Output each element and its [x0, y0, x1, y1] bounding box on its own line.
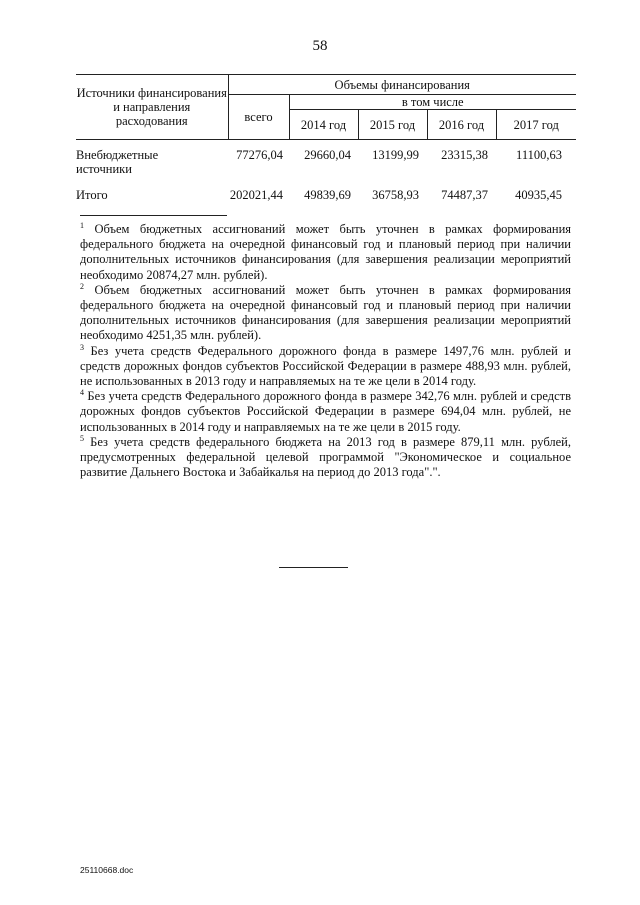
table-row [76, 184, 576, 206]
row-value: 36758,93 [372, 187, 419, 202]
footnote-mark: 1 [80, 220, 84, 230]
header-including: в том числе [289, 95, 576, 110]
footnotes [80, 222, 571, 480]
header-year: 2014 год [289, 110, 358, 140]
document-code: 25110668.doc [80, 865, 134, 875]
footnote-text: Объем бюджетных ассигнований может быть уточнен в рамках формирования федерального бюджета на очередной финансовый год и плановый период при наличии дополнительных источников финансирования (для завершения реализации мероприятий необходимо 4251,35 млн. рублей). [80, 282, 572, 343]
footnote-text: Без учета средств Федерального дорожного фонда в размере 1497,76 млн. рублей и средств дорожных фондов субъектов Российской Федерации в размере 488,93 млн. рублей, не использованных в 2013 году и направляемых на те же цели в 2014 году. [80, 343, 571, 389]
header-source: Источники финансирования и направления расходования [76, 75, 228, 140]
footnote-mark: 5 [80, 433, 84, 443]
footnote [80, 283, 571, 344]
table-row [76, 140, 576, 184]
row-value: 29660,04 [304, 148, 351, 162]
row-value: 40935,45 [515, 187, 562, 202]
row-value: 74487,37 [441, 187, 488, 202]
row-value: 13199,99 [372, 148, 419, 162]
row-total: 202021,44 [229, 187, 283, 202]
header-year: 2015 год [358, 110, 427, 140]
row-label: Внебюджетные источники [76, 148, 159, 176]
footnote-text: Без учета средств Федерального дорожного фонда в размере 342,76 млн. рублей и средств дорожных фондов субъектов Российской Федерации в размере 694,04 млн. рублей, не использованных в 2014 году и направляемых на те же цели в 2015 году. [80, 389, 571, 434]
footnote-mark: 3 [80, 342, 84, 352]
row-label: Итого [76, 187, 108, 202]
footnote-text: Без учета средств федерального бюджета на 2013 год в размере 879,11 млн. рублей, предусмотренных федеральной целевой программой "Экономическое и социальное развитие Дальнего Востока и Забайкалья на период до 2013 года".". [80, 434, 571, 480]
row-total: 77276,04 [236, 148, 283, 162]
footnote-separator [80, 215, 227, 216]
header-volumes: Объемы финансирования [228, 75, 576, 95]
row-value: 11100,63 [516, 148, 562, 162]
row-value: 49839,69 [304, 187, 351, 202]
header-year: 2017 год [496, 110, 576, 140]
row-value: 23315,38 [441, 148, 488, 162]
header-year: 2016 год [427, 110, 496, 140]
footnote [80, 344, 571, 390]
end-separator [279, 567, 348, 568]
page-number: 58 [312, 38, 328, 54]
header-total: всего [228, 95, 289, 140]
financing-table [76, 74, 576, 206]
footnote-text: Объем бюджетных ассигнований может быть уточнен в рамках формирования федерального бюджета на очередной финансовый год и плановый период при наличии дополнительных источников финансирования (для завершения реализации мероприятий необходимо 20874,27 млн. рублей). [80, 222, 572, 282]
footnote [80, 222, 571, 283]
footnote-mark: 4 [80, 388, 84, 398]
footnote [80, 389, 571, 435]
footnote-mark: 2 [80, 281, 84, 291]
footnote [80, 435, 571, 481]
